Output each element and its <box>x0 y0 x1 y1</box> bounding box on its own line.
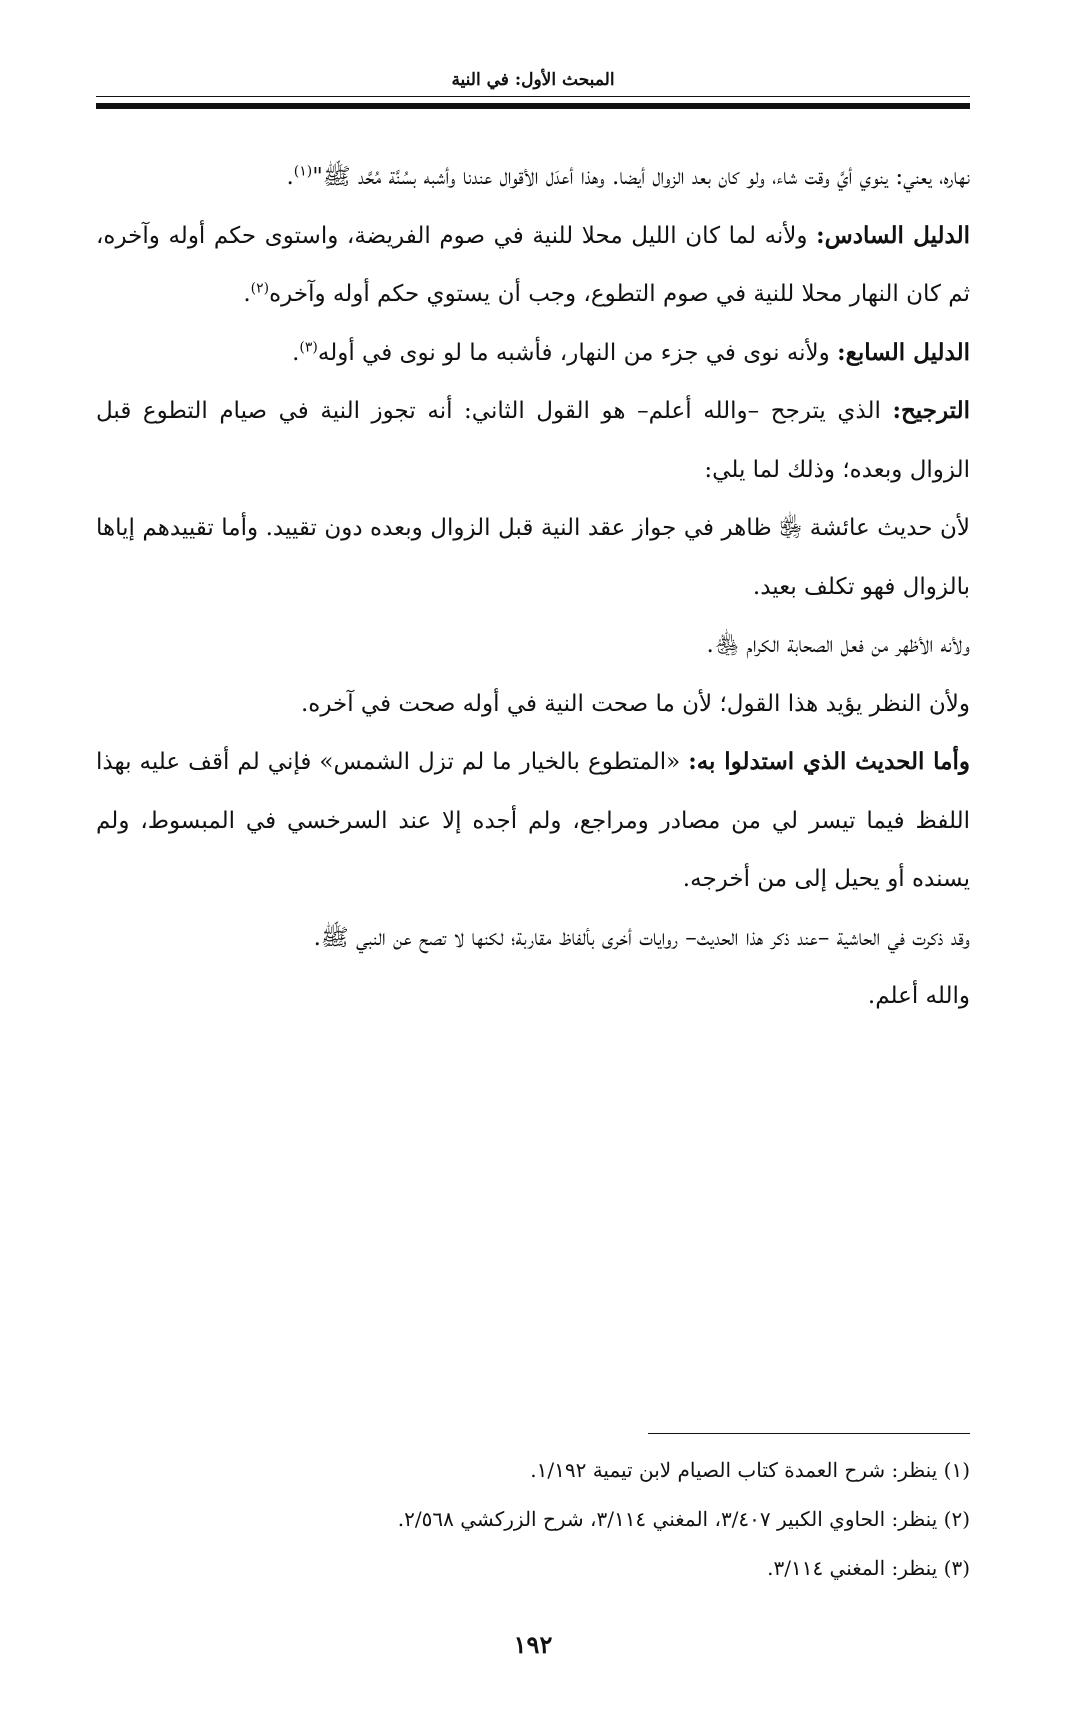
paragraph-text: ولأنه لما كان الليل محلا للنية في صوم الفريضة، واستوى حكم أوله وآخره، ثم كان النهار محلا للنية في صوم التطوع، وجب أن يستوي حكم أوله وآخره <box>96 222 970 307</box>
header-rule-thick <box>96 103 970 109</box>
paragraph-8 <box>96 733 970 909</box>
running-header: المبحث الأول: في النية <box>451 70 615 90</box>
footnotes <box>96 1446 970 1593</box>
paragraph-text: ولأنه نوى في جزء من النهار، فأشبه ما لو نوى في أوله <box>317 339 838 366</box>
footnote-2: (٢) ينظر: الحاوي الكبير ٣/٤٠٧، المغني ٣/١١٤، شرح الزركشي ٢/٥٦٨. <box>397 1507 970 1531</box>
main-text <box>96 148 970 1026</box>
page-number: ١٩٢ <box>513 1630 553 1659</box>
footnote-3: (٣) ينظر: المغني ٣/١١٤. <box>767 1556 970 1580</box>
paragraph-end: . <box>286 164 294 190</box>
footnote-ref-2: (٢) <box>250 280 270 297</box>
paragraph-6: ولأنه الأظهر من فعل الصحابة الكرام ﵃. <box>706 632 970 658</box>
paragraph-end: . <box>243 281 251 307</box>
paragraph-2 <box>96 207 970 324</box>
preference-label: الترجيح: <box>892 397 970 424</box>
paragraph-text: نهاره، يعني: ينوي أيَّ وقت شاء، ولو كان بعد الزوال أيضا. وهذا أعدَل الأقوال عندنا وأشبه بسُنَّة مُحَّد ﷺ" <box>312 164 970 190</box>
paragraph-7: ولأن النظر يؤيد هذا القول؛ لأن ما صحت النية في أوله صحت في آخره. <box>300 690 970 717</box>
hadith-label: وأما الحديث الذي استدلوا به: <box>688 748 970 775</box>
paragraph-4 <box>96 382 970 499</box>
paragraph-text: الذي يترجح –والله أعلم– هو القول الثاني: أنه تجوز النية في صيام التطوع قبل الزوال وبعده؛ وذلك لما يلي: <box>96 398 970 483</box>
paragraph-text: «المتطوع بالخيار ما لم تزل الشمس» فإني لم أقف عليه بهذا اللفظ فيما تيسر لي من مصادر ومراجع، ولم أجده إلا عند السرخسي في المبسوط، ولم يسنده أو يحيل إلى من أخرجه. <box>96 749 970 892</box>
paragraph-9: وقد ذكرت في الحاشية –عند ذكر هذا الحديث– روايات أخرى بألفاظ مقاربة؛ لكنها لا تصح عن النبي ﷺ. <box>313 924 970 951</box>
footnote-separator <box>648 1433 970 1434</box>
paragraph-end: . <box>292 339 300 366</box>
header-rule-thin <box>96 96 970 97</box>
paragraph-3 <box>96 324 970 383</box>
evidence-six-label: الدليل السادس: <box>816 221 971 249</box>
paragraph-1 <box>96 148 970 207</box>
paragraph-10: والله أعلم. <box>867 983 970 1009</box>
footnote-1: (١) ينظر: شرح العمدة كتاب الصيام لابن تيمية ١/١٩٢. <box>530 1458 970 1482</box>
footnote-ref-3: (٣) <box>299 338 318 355</box>
footnote-ref-1: (١) <box>293 163 313 180</box>
paragraph-5: لأن حديث عائشة ﵂ ظاهر في جواز عقد النية قبل الزوال وبعده دون تقييد. وأما تقييدهم إياها بالزوال فهو تكلف بعيد. <box>96 515 970 600</box>
evidence-seven-label: الدليل السابع: <box>837 338 970 366</box>
